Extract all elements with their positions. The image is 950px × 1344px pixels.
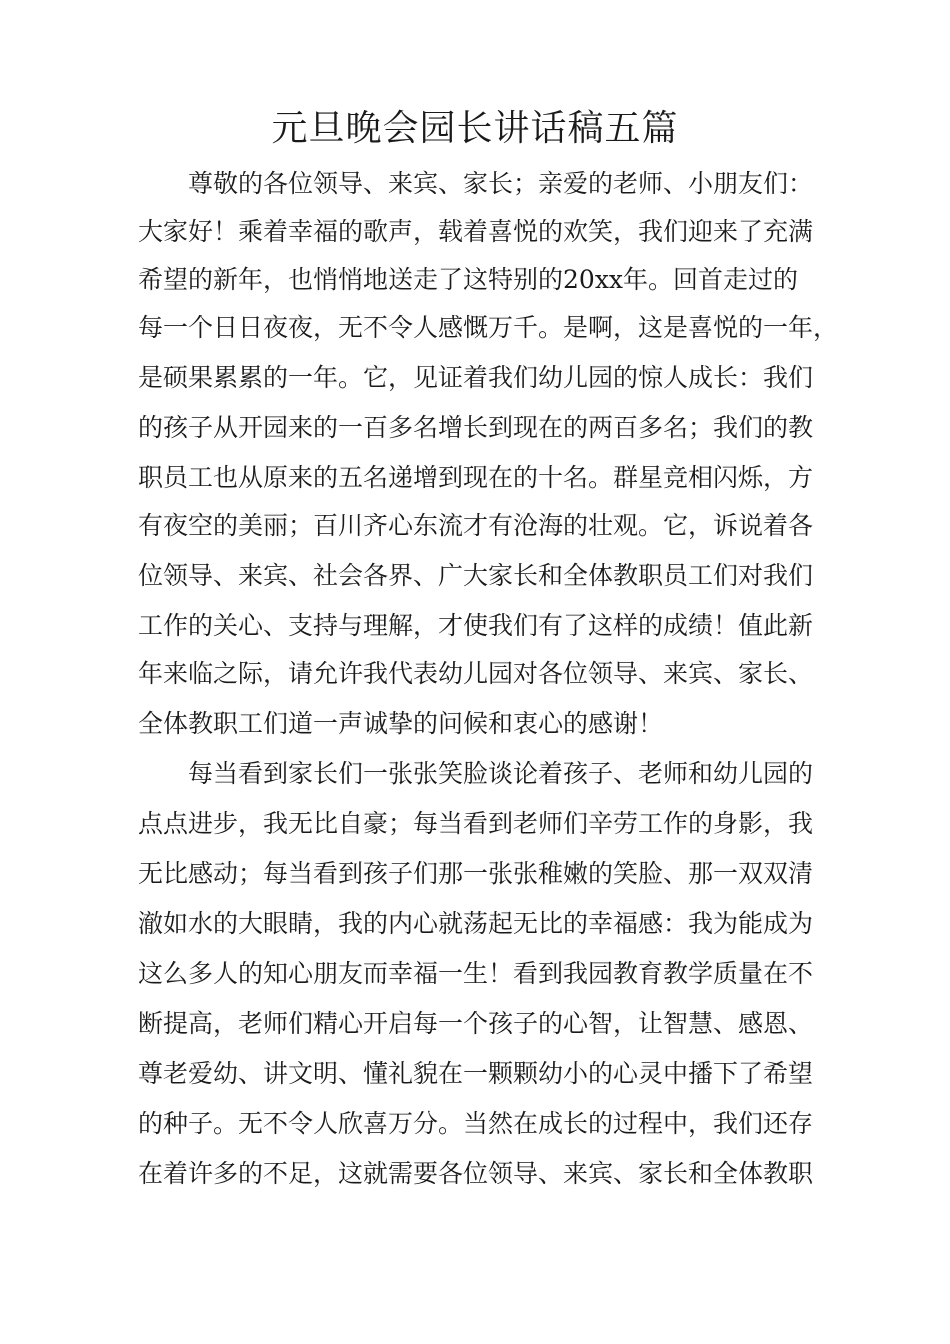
text-line: 位领导、来宾、社会各界、广大家长和全体教职员工们对我们: [138, 561, 814, 590]
text-line: 澈如水的大眼睛，我的内心就荡起无比的幸福感：我为能成为: [138, 909, 814, 938]
text-line: 年来临之际，请允许我代表幼儿园对各位领导、来宾、家长、: [138, 659, 814, 688]
text-line: 全体教职工们道一声诚挚的问候和衷心的感谢！: [138, 709, 664, 738]
text-line: 尊敬的各位领导、来宾、家长；亲爱的老师、小朋友们：: [188, 169, 814, 198]
text-line: 在着许多的不足，这就需要各位领导、来宾、家长和全体教职: [138, 1159, 814, 1188]
text-line: 每一个日日夜夜，无不令人感慨万千。是啊，这是喜悦的一年，: [138, 313, 839, 342]
text-line: 的种子。无不令人欣喜万分。当然在成长的过程中，我们还存: [138, 1109, 814, 1138]
text-line: 的孩子从开园来的一百多名增长到现在的两百多名；我们的教: [138, 413, 814, 442]
text-line: 职员工也从原来的五名递增到现在的十名。群星竞相闪烁，方: [138, 463, 814, 492]
text-line: 是硕果累累的一年。它，见证着我们幼儿园的惊人成长：我们: [138, 363, 814, 392]
text-line: 工作的关心、支持与理解，才使我们有了这样的成绩！值此新: [138, 611, 814, 640]
text-line: 点点进步，我无比自豪；每当看到老师们辛劳工作的身影，我: [138, 809, 814, 838]
text-line: 希望的新年，也悄悄地送走了这特别的20xx年。回首走过的: [138, 265, 799, 294]
page-title: 元旦晚会园长讲话稿五篇: [271, 108, 679, 149]
text-line: 尊老爱幼、讲文明、懂礼貌在一颗颗幼小的心灵中播下了希望: [138, 1059, 814, 1088]
text-line: 断提高，老师们精心开启每一个孩子的心智，让智慧、感恩、: [138, 1009, 814, 1038]
text-line: 这么多人的知心朋友而幸福一生！看到我园教育教学质量在不: [138, 959, 814, 988]
text-line: 无比感动；每当看到孩子们那一张张稚嫩的笑脸、那一双双清: [138, 859, 814, 888]
text-line: 大家好！乘着幸福的歌声，载着喜悦的欢笑，我们迎来了充满: [138, 217, 814, 246]
text-line: 每当看到家长们一张张笑脸谈论着孩子、老师和幼儿园的: [188, 759, 814, 788]
text-line: 有夜空的美丽；百川齐心东流才有沧海的壮观。它，诉说着各: [138, 511, 814, 540]
